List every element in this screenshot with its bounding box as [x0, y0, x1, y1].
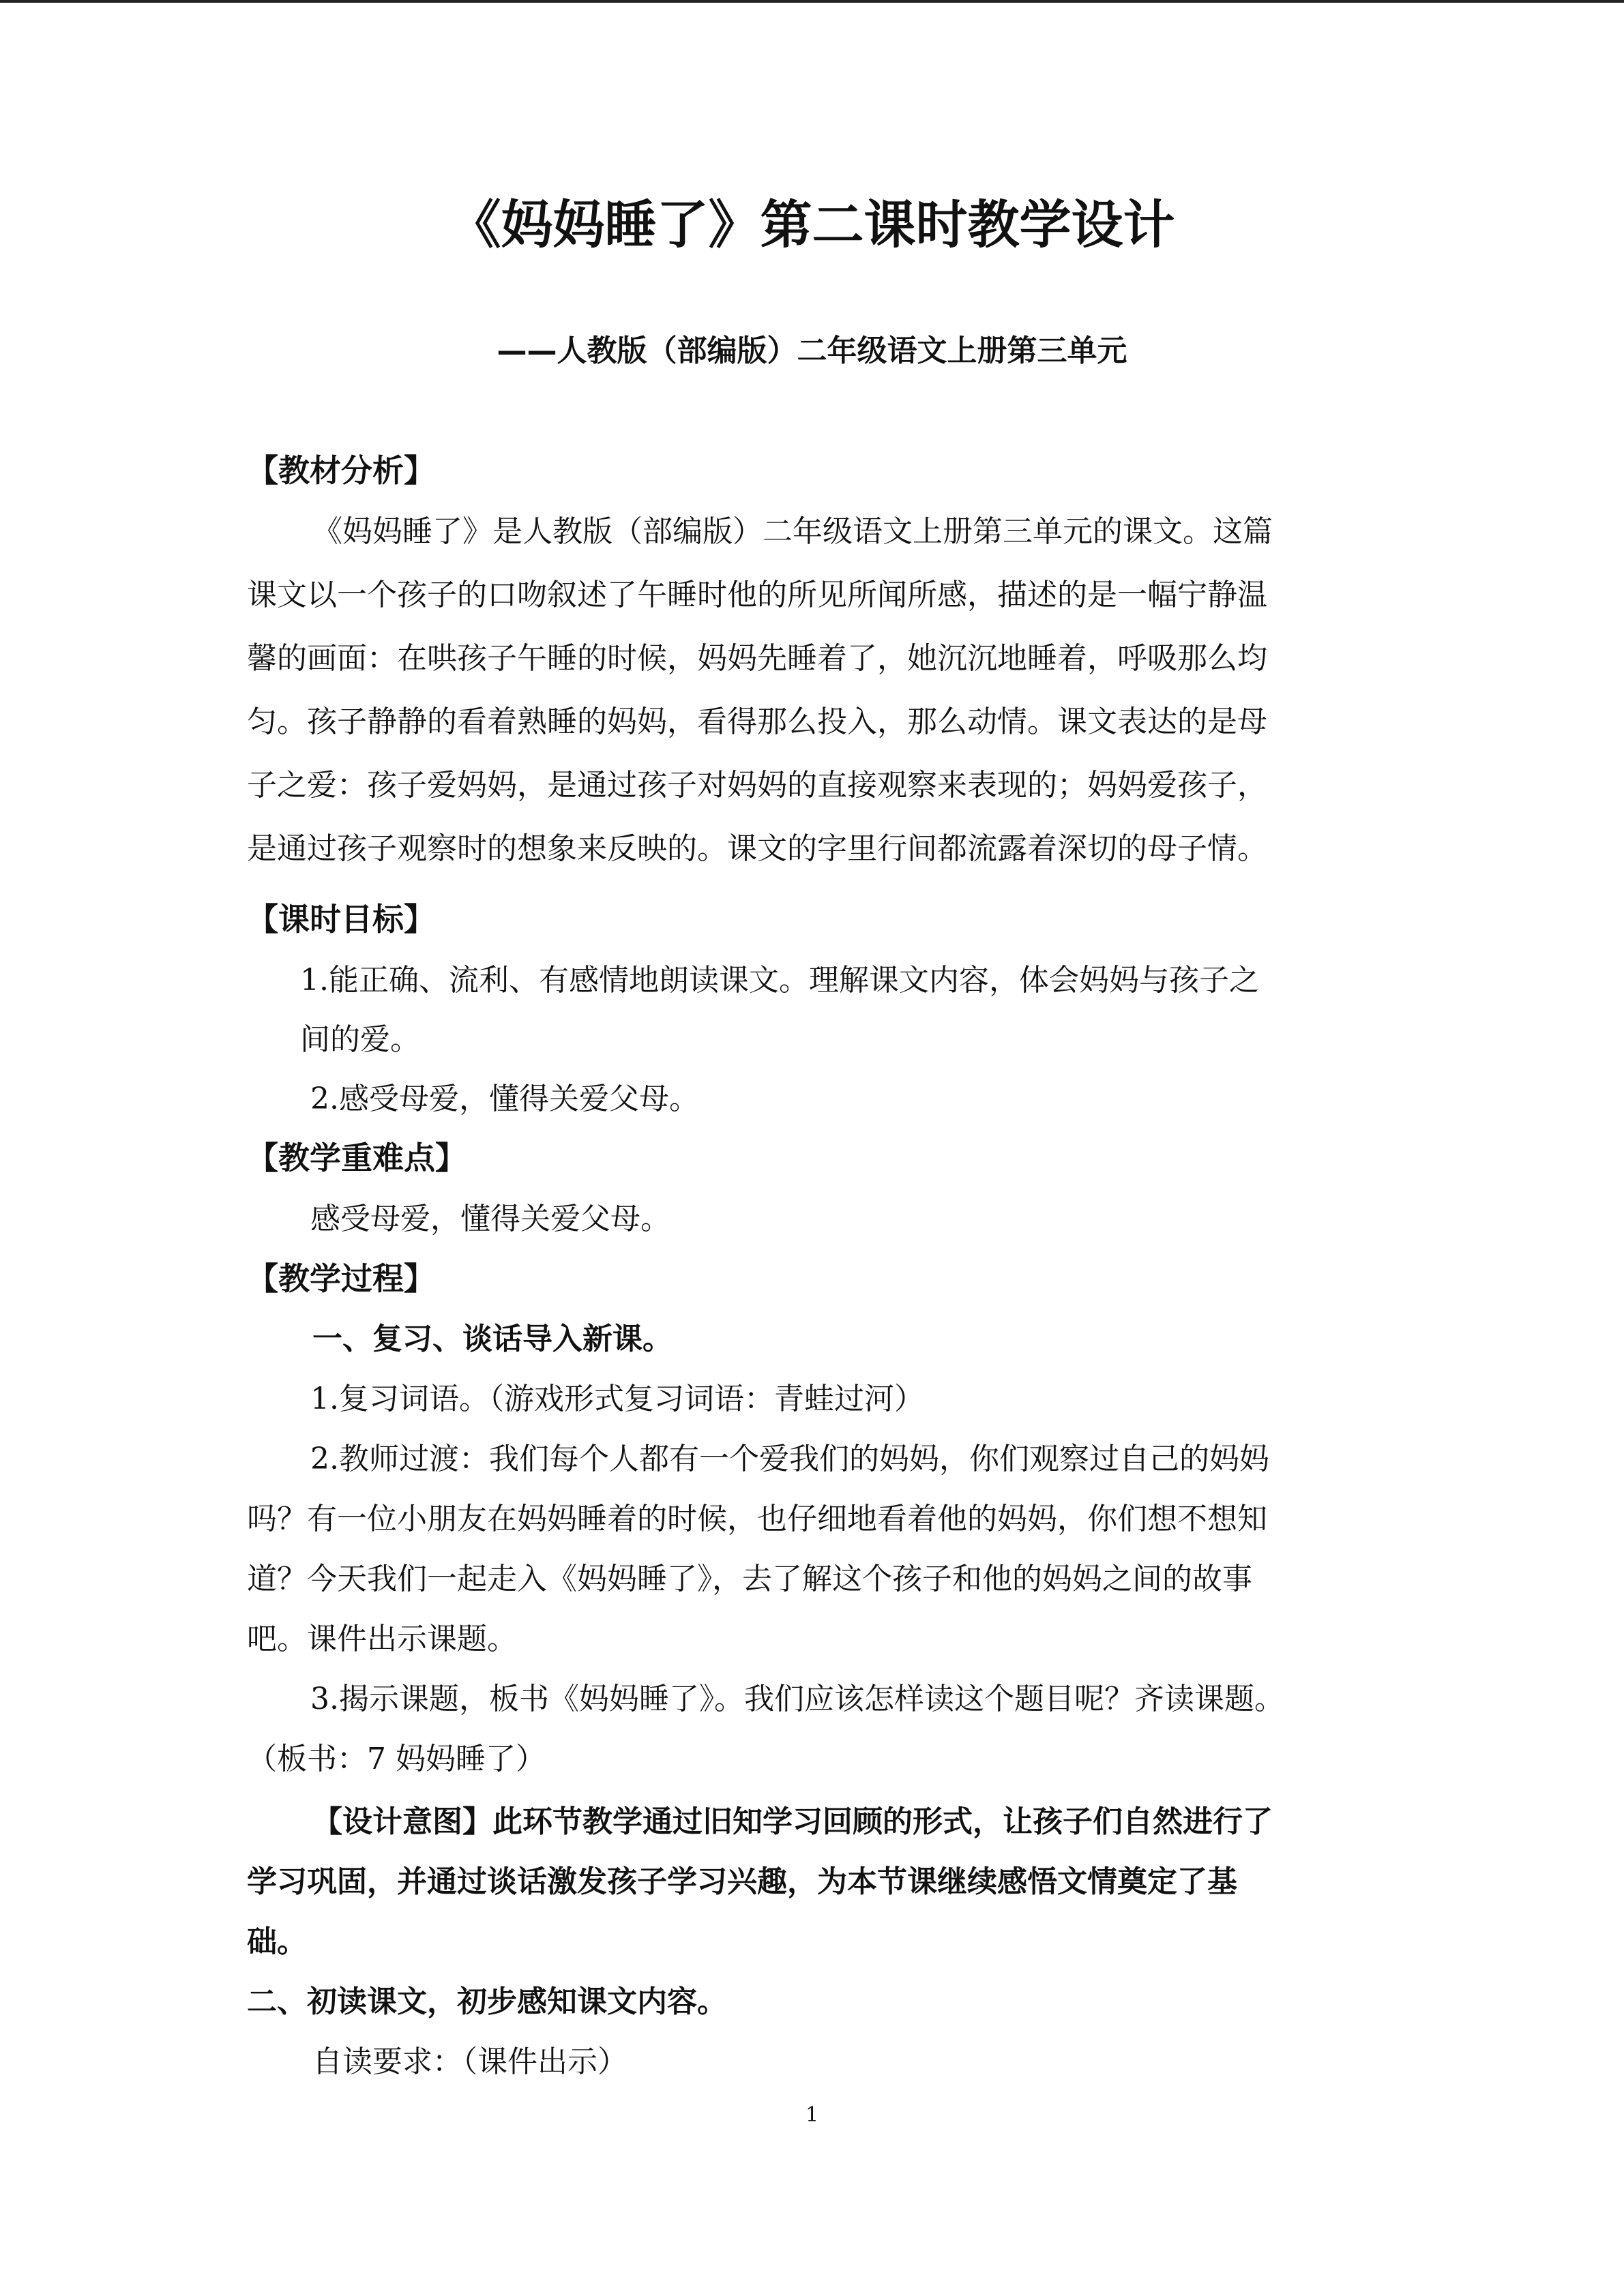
process-step1-line-2: 2.教师过渡：我们每个人都有一个爱我们的妈妈，你们观察过自己的妈妈: [310, 1442, 1269, 1476]
process-step1-line-6: 3.揭示课题，板书《妈妈睡了》。我们应该怎样读这个题目呢？齐读课题。: [310, 1682, 1284, 1716]
process-step1-line-1: 1.复习词语。（游戏形式复习词语：青蛙过河）: [310, 1382, 924, 1416]
design-intent-line-2: 学习巩固，并通过谈话激发孩子学习兴趣，为本节课继续感悟文情奠定了基: [247, 1864, 1237, 1899]
goals-heading: 【课时目标】: [247, 901, 435, 938]
process-step2-title: 二、初读课文，初步感知课文内容。: [247, 1984, 727, 2019]
keypoints-heading: 【教学重难点】: [247, 1139, 467, 1176]
analysis-line-6: 是通过孩子观察时的想象来反映的。课文的字里行间都流露着深切的母子情。: [247, 831, 1267, 866]
design-intent-line-3: 础。: [247, 1924, 307, 1959]
goals-line-2: 间的爱。: [300, 1022, 420, 1057]
analysis-line-3: 馨的画面：在哄孩子午睡的时候，妈妈先睡着了，她沉沉地睡着，呼吸那么均: [247, 641, 1267, 676]
process-step1-line-4: 道？今天我们一起走入《妈妈睡了》，去了解这个孩子和他的妈妈之间的故事: [247, 1562, 1252, 1596]
process-step2-line-1: 自读要求：（课件出示）: [312, 2044, 628, 2079]
analysis-line-4: 匀。孩子静静的看着熟睡的妈妈，看得那么投入，那么动情。课文表达的是母: [247, 704, 1267, 739]
document-title: 《妈妈睡了》第二课时教学设计: [449, 194, 1175, 255]
process-step1-line-7: （板书：7 妈妈睡了）: [247, 1742, 546, 1776]
goals-line-1: 1.能正确、流利、有感情地朗读课文。理解课文内容，体会妈妈与孩子之: [300, 963, 1259, 998]
process-step1-title: 一、复习、谈话导入新课。: [312, 1322, 673, 1356]
analysis-line-2: 课文以一个孩子的口吻叙述了午睡时他的所见所闻所感，描述的是一幅宁静温: [247, 578, 1267, 612]
page-number: 1: [805, 2103, 819, 2127]
design-intent-line-1: 【设计意图】此环节教学通过旧知学习回顾的形式，让孩子们自然进行了: [312, 1804, 1273, 1839]
document-subtitle: ——人教版（部编版）二年级语文上册第三单元: [497, 333, 1127, 368]
analysis-line-1: 《妈妈睡了》是人教版（部编版）二年级语文上册第三单元的课文。这篇: [312, 514, 1273, 549]
process-step1-line-3: 吗？有一位小朋友在妈妈睡着的时候，也仔细地看着他的妈妈，你们想不想知: [247, 1502, 1267, 1536]
process-step1-line-5: 吧。课件出示课题。: [247, 1622, 517, 1656]
analysis-heading: 【教材分析】: [247, 452, 435, 489]
process-heading: 【教学过程】: [247, 1260, 435, 1297]
keypoints-line-1: 感受母爱，懂得关爱父母。: [310, 1202, 670, 1236]
analysis-line-5: 子之爱：孩子爱妈妈，是通过孩子对妈妈的直接观察来表现的；妈妈爱孩子，: [247, 768, 1267, 803]
page-top-rule: [0, 0, 1624, 3]
goals-line-3: 2.感受母爱，懂得关爱父母。: [310, 1082, 699, 1116]
